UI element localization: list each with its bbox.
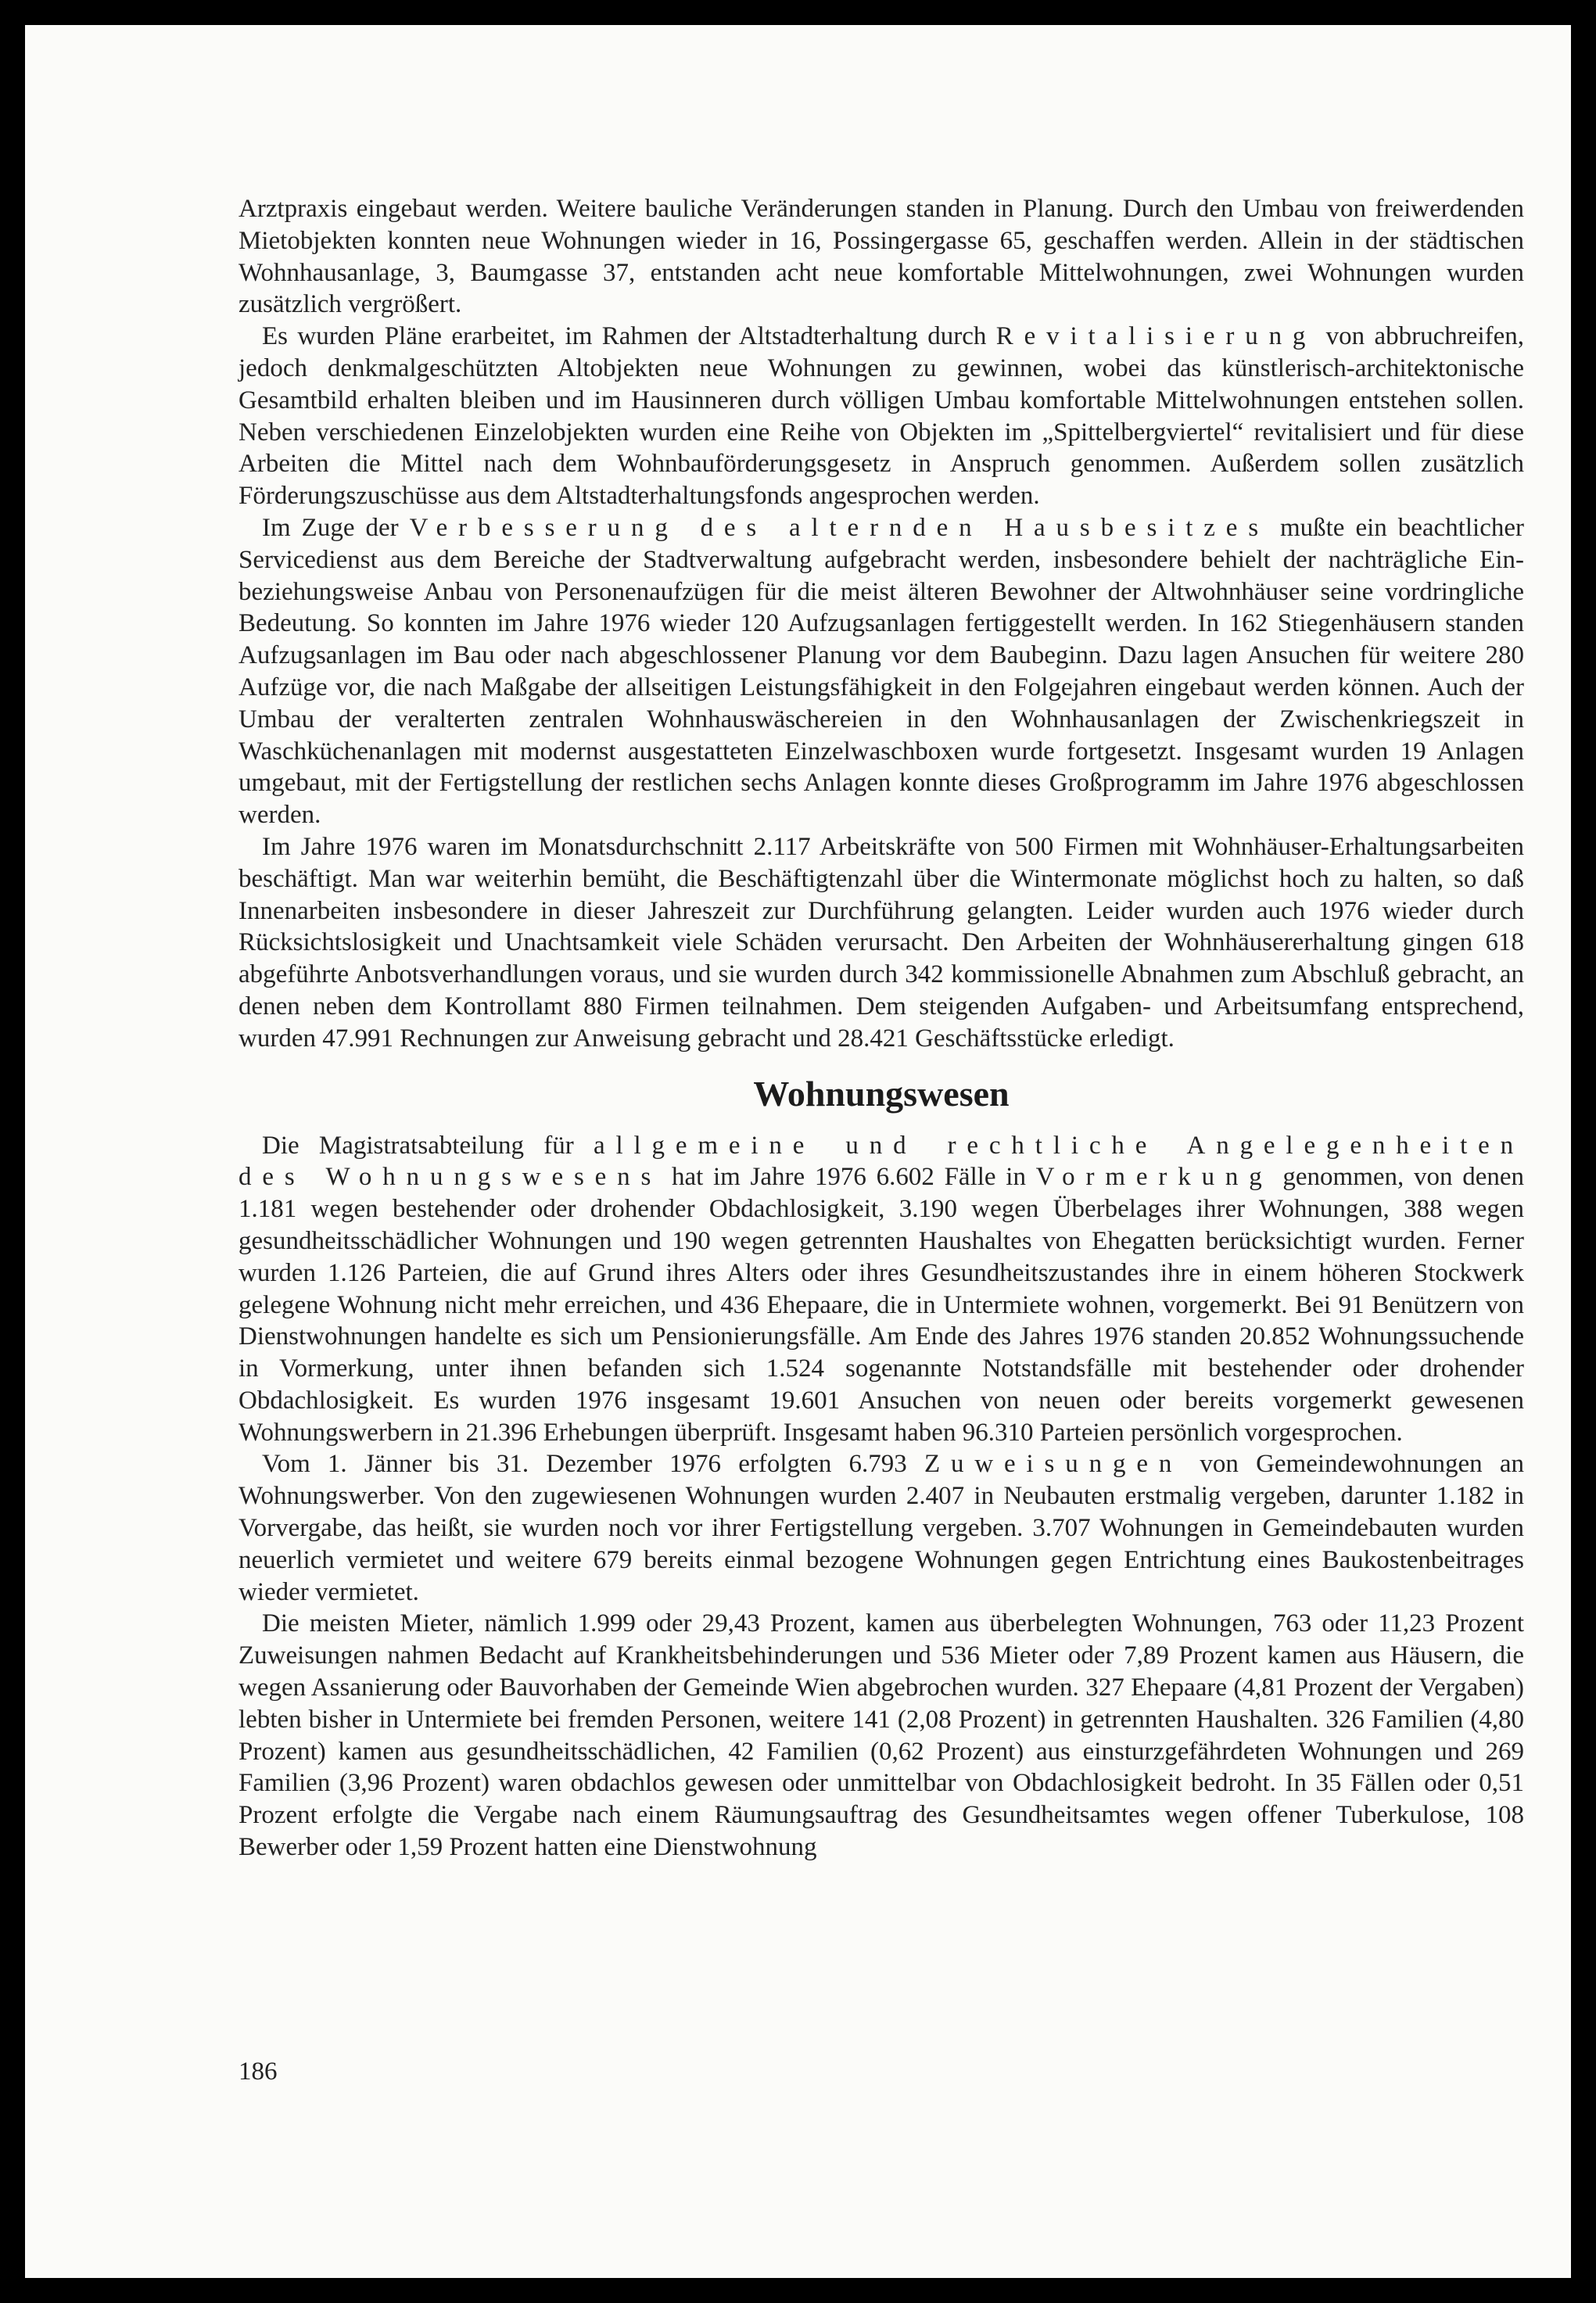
paragraph-text: von abbruchreifen, jedoch denkmalgeschützten Altobjekten neue Wohnungen zu gewinnen, wobei das künstlerisch-architektonische Gesamtbild erhalten bleiben und im Hausinneren durch völligen Umbau komfortable Mittelwohnungen entstehen sollen. Neben verschiedenen Einzelobjekten wurden eine Reihe von Objekten im „Spittelbergviertel“ revitalisiert und für diese Arbeiten die Mittel nach dem Wohnbauförderungsgesetz in Anspruch genommen. Außerdem sollen zusätzlich Förderungszuschüsse aus dem Altstadterhaltungsfonds angesprochen werden. — [239, 322, 1524, 511]
paragraph-text: Vom 1. Jänner bis 31. Dezember 1976 erfolgten 6.793 — [262, 1450, 924, 1479]
emphasis-revitalisierung: Revitalisierung — [995, 322, 1317, 351]
document-page — [25, 25, 1571, 2278]
paragraph-text: genommen, von denen 1.181 wegen bestehender oder drohender Obdachlosigkeit, 3.190 wegen Überbelages ihrer Wohnungen, 388 wegen gesundheitsschädlicher Wohnungen und 190 wegen getrennten Haushaltes von Ehegatten berücksichtigt wurden. Ferner wurden 1.126 Parteien, die auf Grund ihres Alters oder ihres Gesundheitszustandes ihre in einem höheren Stockwerk gelegene Wohnung nicht mehr erreichen, und 436 Ehepaare, die in Untermiete wohnen, vorgemerkt. Bei 91 Benützern von Dienstwohnungen handelte es sich um Pensionierungsfälle. Am Ende des Jahres 1976 standen 20.852 Wohnungssuchende in Vormerkung, unter ihnen befanden sich 1.524 sogenannte Notstandsfälle mit bestehender oder drohender Obdachlosigkeit. Es wurden 1976 insgesamt 19.601 Ansuchen von neuen oder bereits vorgemerkt gewesenen Wohnungswerbern in 21.396 Erhebungen überprüft. Insgesamt haben 96.310 Parteien persönlich vorgesprochen. — [239, 1163, 1524, 1447]
paragraph-verbesserung — [239, 512, 1524, 831]
document-body — [239, 193, 1524, 1864]
paragraph-arztpraxis: Arztpraxis eingebaut werden. Weitere bauliche Veränderungen standen in Planung. Durch den Umbau von freiwerdenden Mietobjekten konnten neue Wohnungen wieder in 16, Possingergasse 65, geschaffen werden. Allein in der städtischen Wohnhausanlage, 3, Baumgasse 37, entstanden acht neue komfortable Mittelwohnungen, zwei Wohnungen wurden zusätzlich vergrößert. — [239, 195, 1524, 319]
paragraph-text: Es wurden Pläne erarbeitet, im Rahmen der Altstadterhaltung durch — [262, 322, 996, 351]
section-heading-wohnungswesen: Wohnungswesen — [753, 1073, 1010, 1114]
paragraph-text: Im Zuge der — [262, 513, 410, 542]
paragraph-arbeitskraefte: Im Jahre 1976 waren im Monatsdurchschnitt 2.117 Arbeitskräfte von 500 Firmen mit Wohnhäuser-Erhaltungsarbeiten beschäftigt. Man war weiterhin bemüht, die Beschäftigtenzahl über die Wintermonate möglichst hoch zu halten, so daß Innenarbeiten insbesondere in dieser Jahreszeit zur Durchführung gelangten. Leider wurden auch 1976 wieder durch Rücksichtslosigkeit und Unachtsamkeit viele Schäden verursacht. Den Arbeiten der Wohnhäusererhaltung gingen 618 abgeführte Anbotsverhandlungen voraus, und sie wurden durch 342 kommissionelle Abnahmen zum Abschluß gebracht, an denen neben dem Kontrollamt 880 Firmen teilnahmen. Dem steigenden Aufgaben- und Arbeitsumfang entsprechend, wurden 47.991 Rechnungen zur Anweisung gebracht und 28.421 Geschäftsstücke erledigt. — [239, 832, 1524, 1053]
paragraph-text: von Gemeindewohnungen an Wohnungswerber. Von den zugewiesenen Wohnungen wurden 2.407 in Neubauten erstmalig vergeben, darunter 1.182 in Vorvergabe, das heißt, sie wurden noch vor ihrer Fertigstellung vergeben. 3.707 Wohnungen in Gemeindebauten wurden neuerlich vermietet und weitere 679 bereits einmal bezogene Wohnungen gegen Entrichtung eines Baukostenbeitrages wieder vermietet. — [239, 1450, 1524, 1606]
emphasis-verbesserung: Verbesserung des alternden Hausbesitzes — [409, 513, 1269, 542]
emphasis-zuweisungen: Zuweisungen — [924, 1450, 1183, 1479]
paragraph-text: mußte ein beachtlicher Servicedienst aus dem Bereiche der Stadtverwaltung aufgebracht werden, insbesondere behielt der nachträgliche Ein- beziehungsweise Anbau von Personenaufzügen für die meist älteren Bewohner der Altwohnhäuser seine vordringliche Bedeutung. So konnten im Jahre 1976 wieder 120 Aufzugsanlagen fertiggestellt werden. In 162 Stiegenhäusern standen Aufzugsanlagen im Bau oder nach abgeschlossener Planung vor dem Baubeginn. Dazu lagen Ansuchen für weitere 280 Aufzüge vor, die nach Maßgabe der allseitigen Leistungsfähigkeit in den Folgejahren eingebaut werden können. Auch der Umbau der veralterten zentralen Wohnhauswäschereien in den Wohnhausanlagen der Zwischenkriegszeit in Waschküchenanlagen mit modernst ausgestatteten Einzelwaschboxen wurde fortgesetzt. Insgesamt wurden 19 Anlagen umgebaut, mit der Fertigstellung der restlichen sechs Anlagen konnte dieses Großprogramm im Jahre 1976 abgeschlossen werden. — [239, 513, 1524, 830]
paragraph-mieter-statistik: Die meisten Mieter, nämlich 1.999 oder 29,43 Prozent, kamen aus überbelegten Wohnungen, 763 oder 11,23 Prozent Zuweisungen nahmen Bedacht auf Krankheitsbehinderungen und 536 Mieter oder 7,89 Prozent kamen aus Häusern, die wegen Assanierung oder Bauvorhaben der Gemeinde Wien abgebrochen wurden. 327 Ehepaare (4,81 Prozent der Vergaben) lebten bisher in Untermiete bei fremden Personen, weitere 141 (2,08 Prozent) in getrennten Haushalten. 326 Familien (4,80 Prozent) kamen aus gesundheitsschädlichen, 42 Familien (0,62 Prozent) aus einsturzgefährdeten Wohnungen und 269 Familien (3,96 Prozent) waren obdachlos gewesen oder unmittelbar von Obdachlosigkeit bedroht. In 35 Fällen oder 0,51 Prozent erfolgte die Vergabe nach einem Räumungsauftrag des Gesundheitsamtes wegen offener Tuberkulose, 108 Bewerber oder 1,59 Prozent hatten eine Dienstwohnung — [239, 1609, 1524, 1862]
emphasis-vormerkung: Vormerkung — [1035, 1163, 1273, 1192]
paragraph-magistratsabteilung — [239, 1130, 1524, 1449]
paragraph-zuweisungen — [239, 1448, 1524, 1608]
paragraph-revitalisierung — [239, 321, 1524, 512]
paragraph-text: Die Magistratsabteilung für — [262, 1131, 594, 1160]
paragraph-text: hat im Jahre 1976 6.602 Fälle in — [662, 1163, 1036, 1192]
page-number: 186 — [239, 2057, 278, 2086]
emphasis-angelegenheiten: allgemeine und rechtliche Angelegenheiten des Wohnungswesens — [239, 1131, 1524, 1192]
